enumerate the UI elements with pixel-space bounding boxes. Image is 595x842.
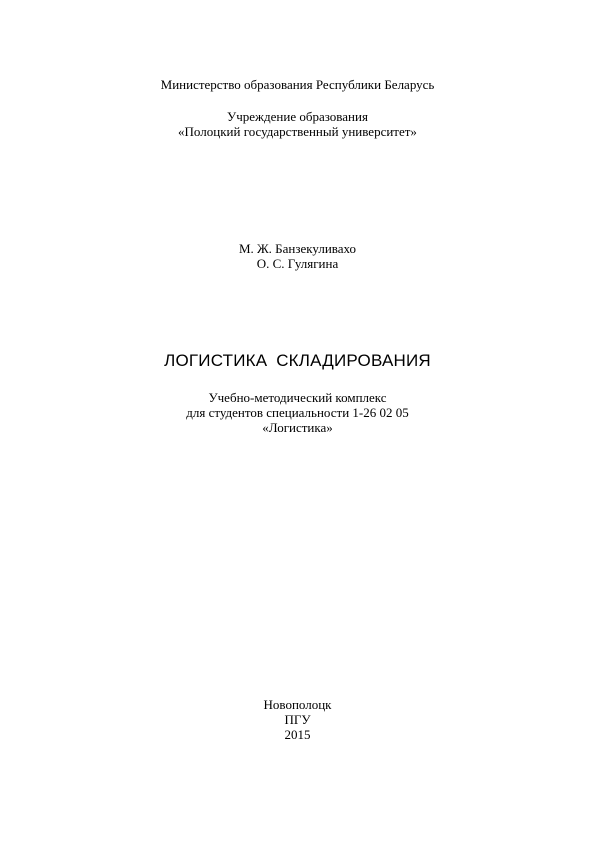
institution-block [0, 109, 595, 139]
subtitle-line: «Логистика» [262, 420, 333, 435]
institution-type: Учреждение образования [227, 109, 368, 124]
authors-block [0, 241, 595, 271]
imprint-year: 2015 [284, 727, 311, 742]
title-text: ЛОГИСТИКА СКЛАДИРОВАНИЯ [164, 351, 431, 370]
institution-name: «Полоцкий государственный университет» [178, 124, 417, 139]
imprint-publisher: ПГУ [284, 712, 311, 727]
imprint-city: Новополоцк [263, 697, 332, 712]
document-title [0, 351, 595, 371]
imprint-block [0, 697, 595, 742]
subtitle-line: для студентов специальности 1-26 02 05 [186, 405, 409, 420]
ministry-name: Министерство образования Республики Беларусь [160, 77, 435, 92]
subtitle-block [0, 390, 595, 435]
subtitle-line: Учебно-методический комплекс [208, 390, 387, 405]
author-name: О. С. Гулягина [256, 256, 339, 271]
ministry-header [0, 77, 595, 92]
author-name: М. Ж. Банзекуливахо [238, 241, 357, 256]
